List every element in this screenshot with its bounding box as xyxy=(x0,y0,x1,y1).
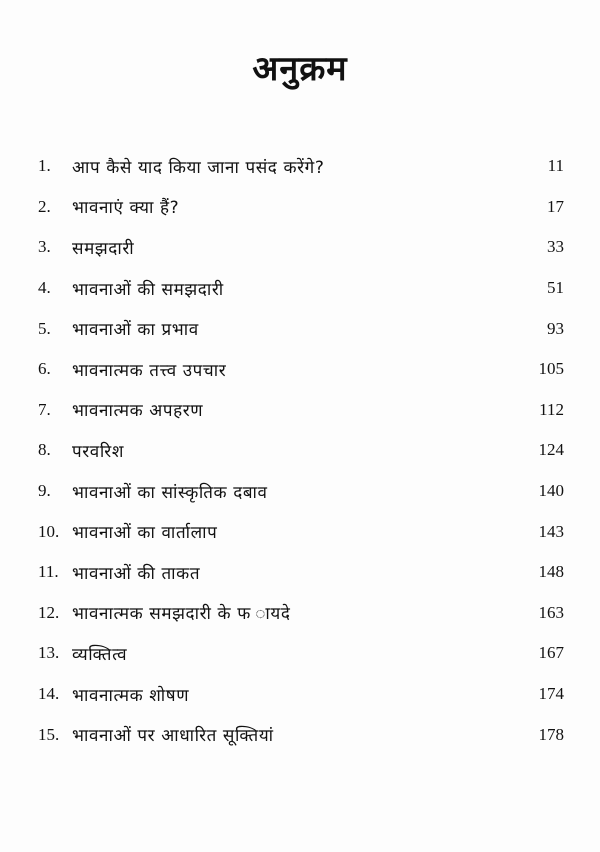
toc-entry xyxy=(38,674,564,715)
entry-title: भावनाओं की ताकत xyxy=(72,563,201,584)
entry-number: 1. xyxy=(38,156,51,176)
toc-entry xyxy=(38,471,564,512)
toc-entry xyxy=(38,390,564,431)
toc-entry xyxy=(38,308,564,349)
entry-number: 6. xyxy=(38,359,51,379)
entry-page-number: 17 xyxy=(547,196,564,216)
entry-number: 14. xyxy=(38,684,60,704)
entry-title: भावनात्मक अपहरण xyxy=(72,401,204,422)
toc-entry xyxy=(38,714,564,755)
entry-title: आप कैसे याद किया जाना पसंद करेंगे? xyxy=(72,157,325,178)
entry-number: 4. xyxy=(38,278,51,298)
entry-number: 10. xyxy=(38,521,60,541)
entry-number: 15. xyxy=(38,724,60,744)
entry-title: भावनाओं का वार्तालाप xyxy=(72,523,218,544)
entry-page-number: 93 xyxy=(547,318,564,338)
entry-page-number: 174 xyxy=(538,684,564,704)
entry-number: 12. xyxy=(38,602,60,622)
toc-entry xyxy=(38,146,564,187)
entry-page-number: 51 xyxy=(547,278,564,298)
toc-entry xyxy=(38,511,564,552)
entry-title: समझदारी xyxy=(72,238,135,259)
entry-page-number: 105 xyxy=(538,359,564,379)
entry-page-number: 163 xyxy=(538,602,564,622)
entry-title: भावनात्मक समझदारी के फ ायदे xyxy=(72,604,291,625)
entry-title: भावनाओं का प्रभाव xyxy=(72,320,199,341)
entry-page-number: 148 xyxy=(538,562,564,582)
toc-entry xyxy=(38,633,564,674)
entry-page-number: 11 xyxy=(547,156,564,176)
toc-entry xyxy=(38,593,564,634)
page-title: अनुक्रम xyxy=(252,49,348,89)
entry-page-number: 124 xyxy=(538,440,564,460)
toc-entry xyxy=(38,430,564,471)
entry-number: 5. xyxy=(38,318,51,338)
entry-number: 2. xyxy=(38,196,51,216)
entry-page-number: 178 xyxy=(538,724,564,744)
entry-page-number: 112 xyxy=(539,399,564,419)
entry-title: भावनाओं का सांस्कृतिक दबाव xyxy=(72,482,268,503)
entry-number: 8. xyxy=(38,440,51,460)
toc-entry xyxy=(38,227,564,268)
entry-number: 13. xyxy=(38,643,60,663)
entry-page-number: 143 xyxy=(538,521,564,541)
entry-title: भावनाओं की समझदारी xyxy=(72,279,224,300)
toc-entry xyxy=(38,349,564,390)
entry-title: व्यक्तित्व xyxy=(72,644,128,665)
entry-title: परवरिश xyxy=(72,441,124,462)
entry-page-number: 140 xyxy=(538,481,564,501)
table-of-contents xyxy=(38,146,564,755)
toc-entry xyxy=(38,187,564,228)
entry-page-number: 167 xyxy=(538,643,564,663)
entry-number: 7. xyxy=(38,399,51,419)
entry-number: 11. xyxy=(38,562,59,582)
entry-number: 3. xyxy=(38,237,51,257)
entry-number: 9. xyxy=(38,481,51,501)
toc-entry xyxy=(38,552,564,593)
entry-title: भावनाओं पर आधारित सूक्तियां xyxy=(72,726,274,747)
entry-page-number: 33 xyxy=(547,237,564,257)
entry-title: भावनात्मक शोषण xyxy=(72,685,190,706)
entry-title: भावनात्मक तत्त्व उपचार xyxy=(72,360,227,381)
entry-title: भावनाएं क्या हैं? xyxy=(72,198,180,219)
toc-entry xyxy=(38,268,564,309)
